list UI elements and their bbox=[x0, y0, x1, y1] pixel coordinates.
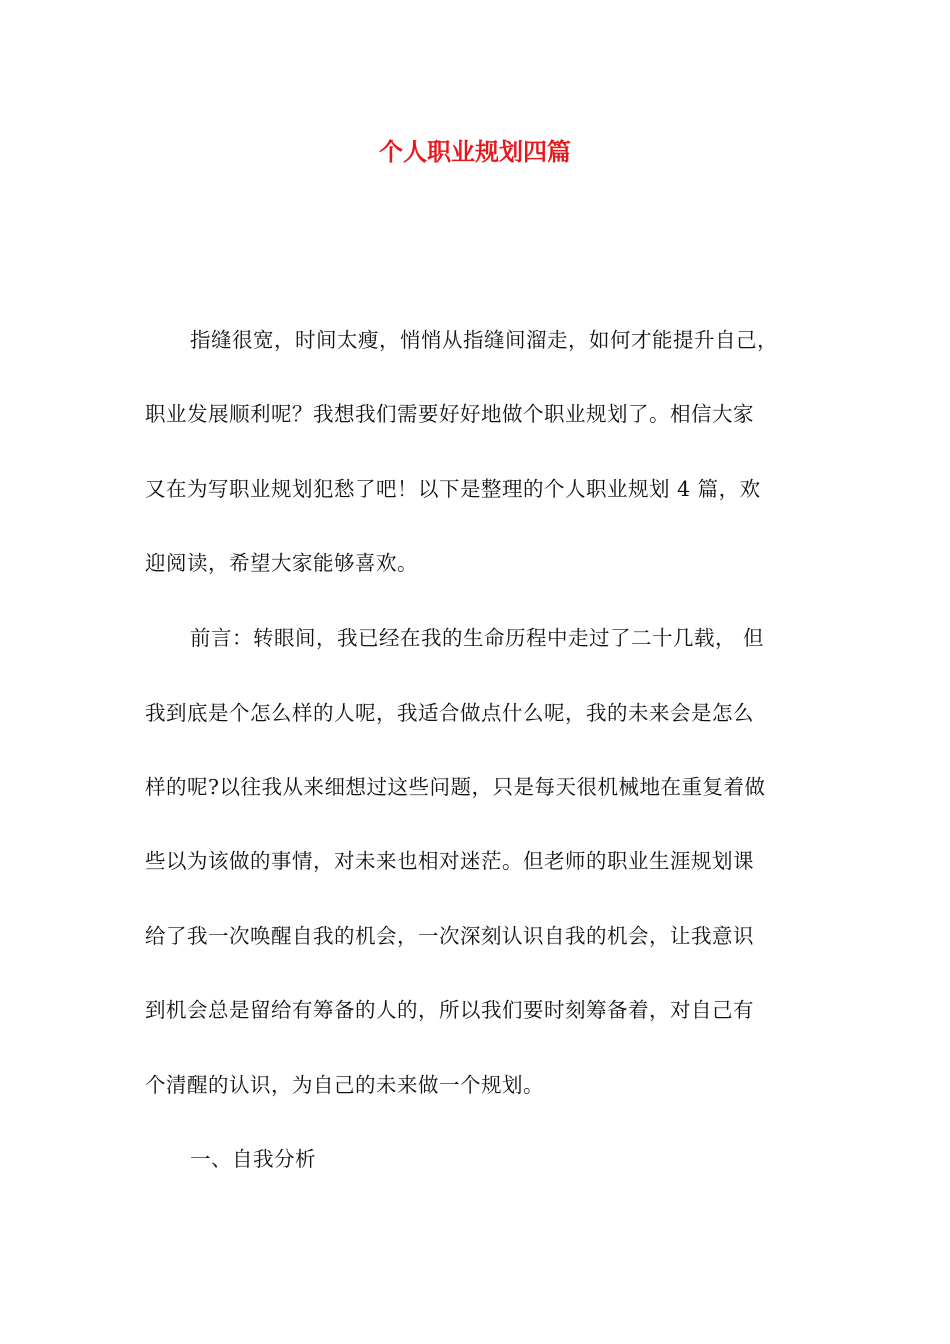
paragraph-line: 又在为写职业规划犯愁了吧！以下是整理的个人职业规划 4 篇，欢 bbox=[145, 477, 761, 501]
paragraph-line: 个清醒的认识，为自己的未来做一个规划。 bbox=[145, 1073, 544, 1097]
document-title: 个人职业规划四篇 bbox=[379, 138, 571, 166]
section-heading: 一、自我分析 bbox=[190, 1147, 316, 1171]
paragraph-line: 到机会总是留给有筹备的人的，所以我们要时刻筹备着，对自己有 bbox=[145, 998, 754, 1022]
paragraph-line: 些以为该做的事情，对未来也相对迷茫。但老师的职业生涯规划课 bbox=[145, 849, 754, 873]
paragraph-line: 给了我一次唤醒自我的机会，一次深刻认识自我的机会，让我意识 bbox=[145, 924, 754, 948]
paragraph-line: 前言：转眼间，我已经在我的生命历程中走过了二十几载， 但 bbox=[190, 626, 765, 650]
paragraph-line: 指缝很宽，时间太瘦，悄悄从指缝间溜走，如何才能提升自己， bbox=[190, 328, 778, 352]
paragraph-line: 迎阅读，希望大家能够喜欢。 bbox=[145, 551, 418, 575]
paragraph-line: 样的呢?以往我从来细想过这些问题，只是每天很机械地在重复着做 bbox=[145, 775, 766, 799]
paragraph-line: 职业发展顺利呢？我想我们需要好好地做个职业规划了。相信大家 bbox=[145, 402, 754, 426]
paragraph-line: 我到底是个怎么样的人呢，我适合做点什么呢，我的未来会是怎么 bbox=[145, 701, 754, 725]
